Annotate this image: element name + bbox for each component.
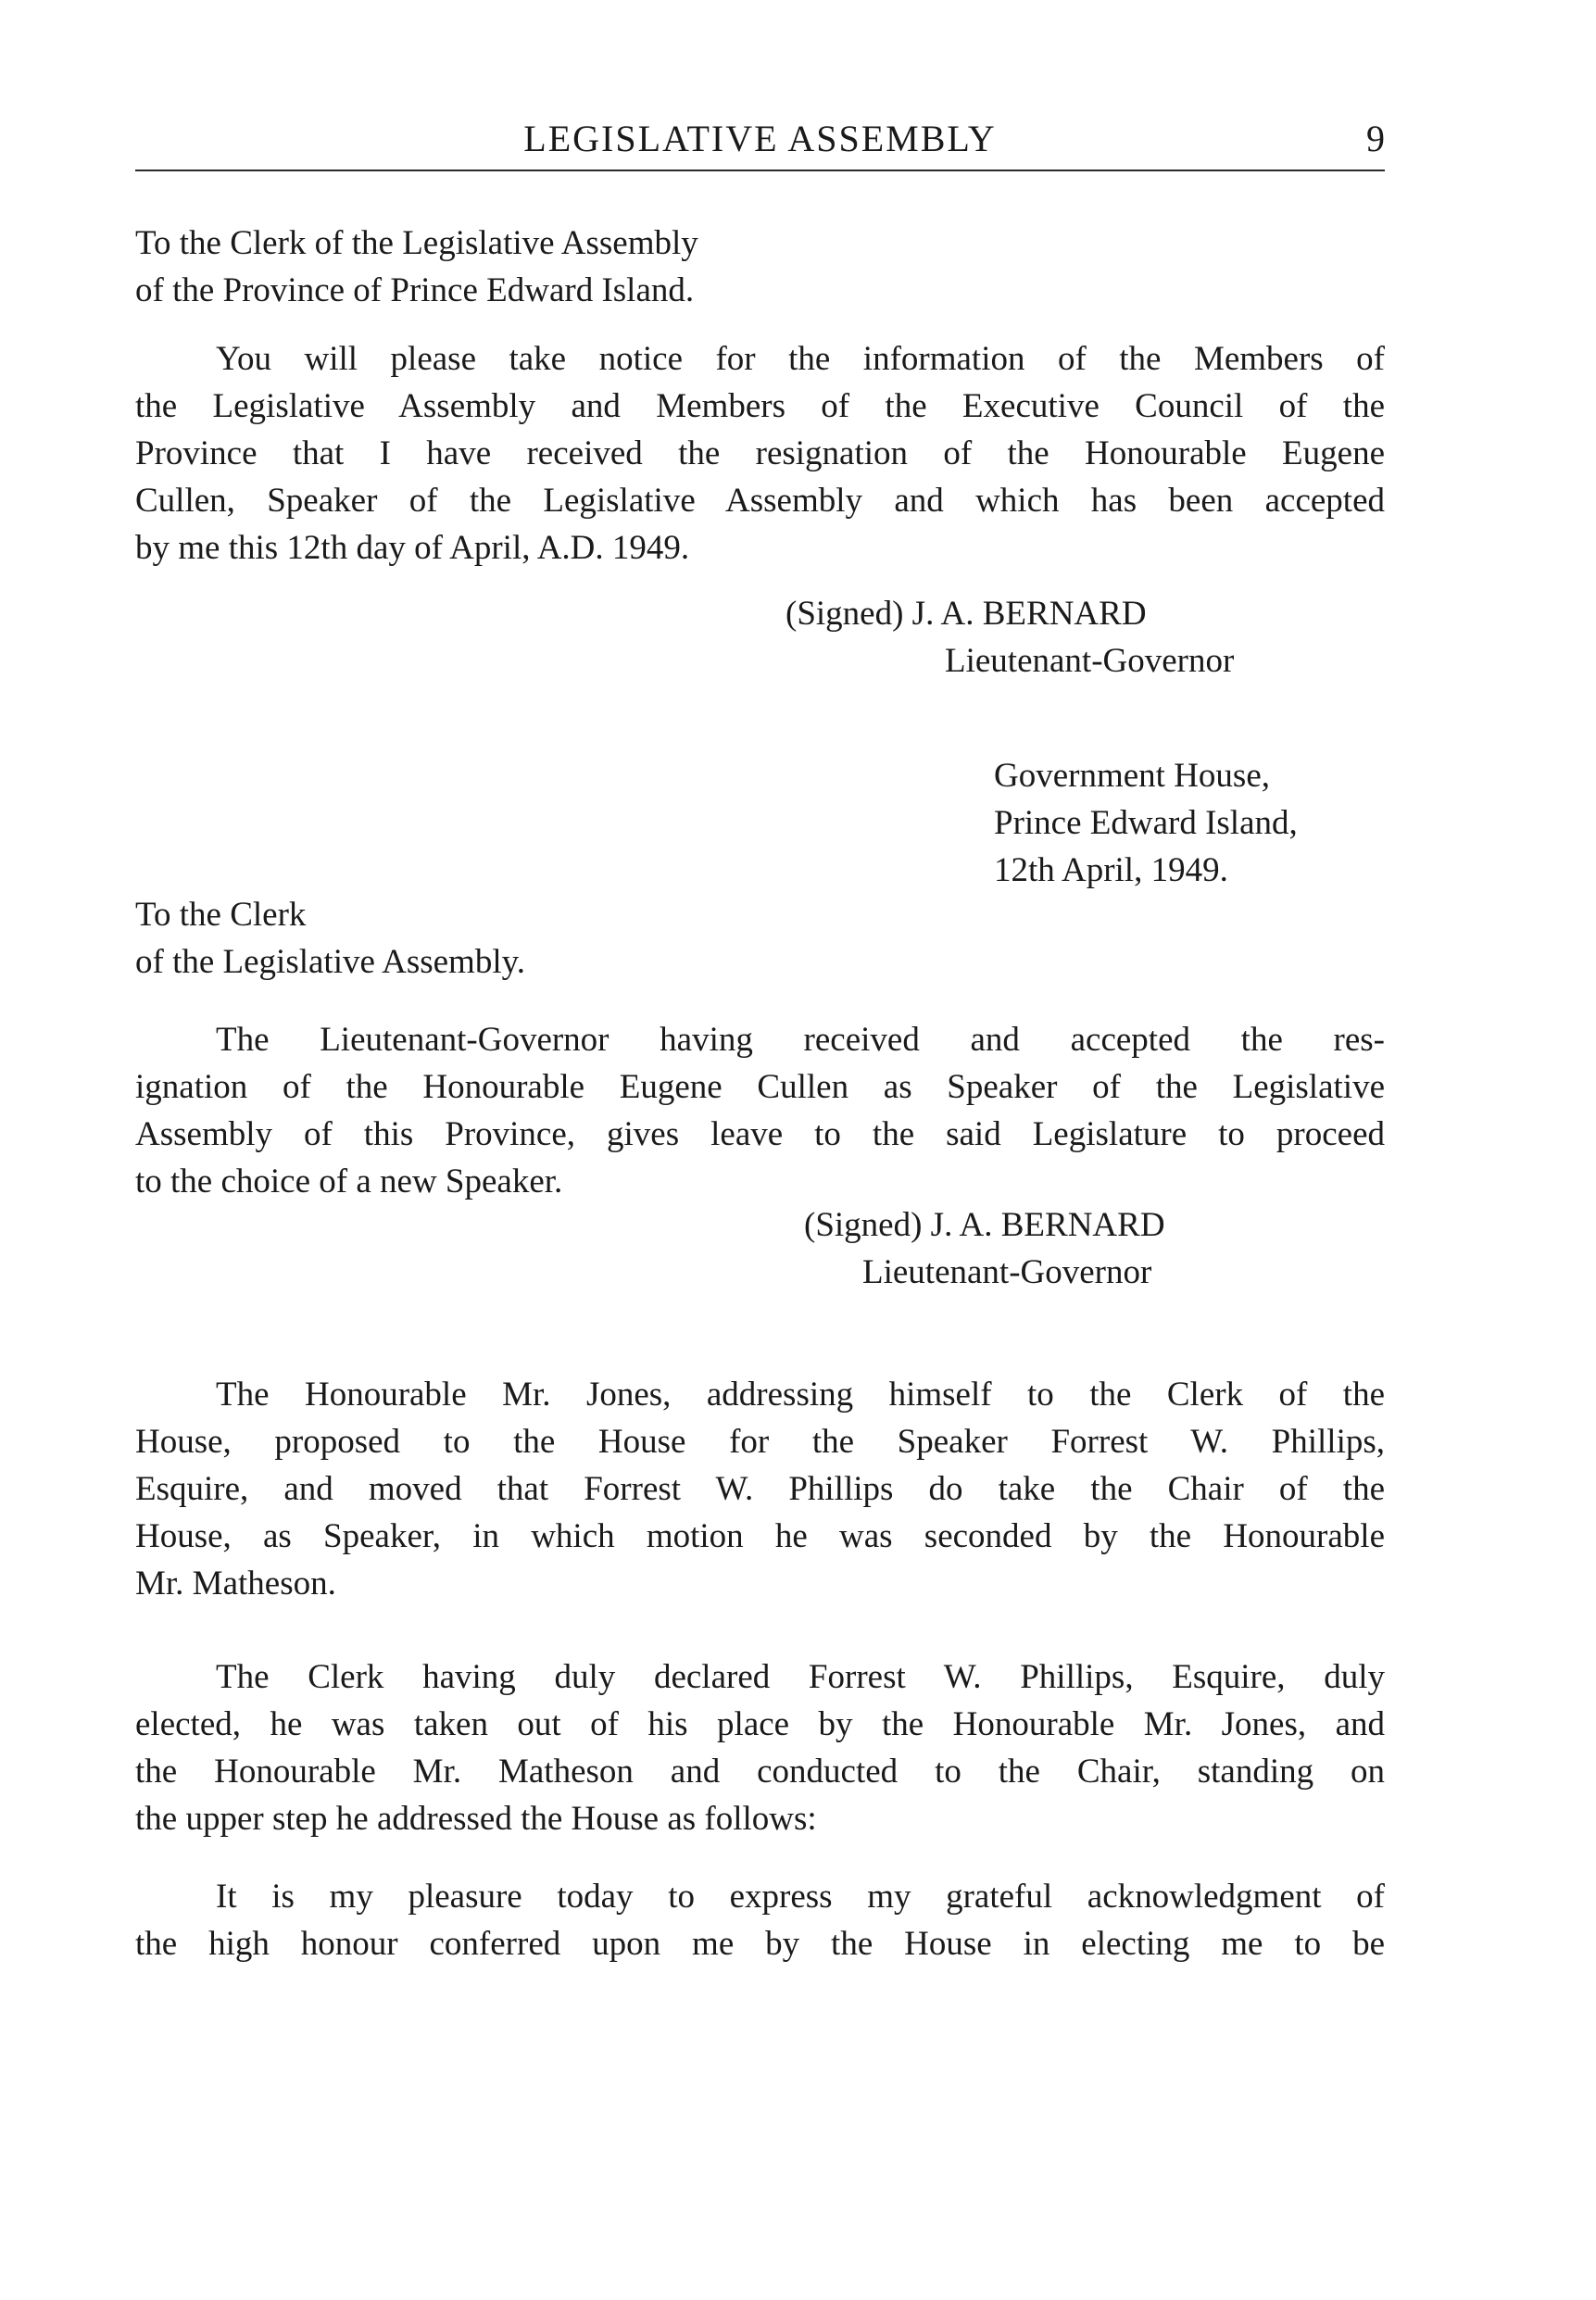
body-line: elected, he was taken out of his place by the Honourable Mr. Jones, and xyxy=(135,1705,1385,1743)
body-line: The Lieutenant-Governor having received and accepted the res- xyxy=(216,1021,1385,1059)
address-line: To the Clerk of the Legislative Assembly xyxy=(135,224,698,262)
letter2-body xyxy=(135,1016,1385,1205)
dateline xyxy=(994,752,1298,894)
body-line: Mr. Matheson. xyxy=(135,1565,336,1602)
body-line: by me this 12th day of April, A.D. 1949. xyxy=(135,529,690,567)
signature-signed: (Signed) J. A. BERNARD xyxy=(785,595,1147,633)
body-line: House, as Speaker, in which motion he was seconded by the Honourable xyxy=(135,1517,1385,1555)
body-line: the Legislative Assembly and Members of the Executive Council of the xyxy=(135,387,1385,425)
header-title: LEGISLATIVE ASSEMBLY xyxy=(523,118,997,159)
address-line: To the Clerk xyxy=(135,896,307,934)
address-line: of the Legislative Assembly. xyxy=(135,943,525,981)
body-line: the upper step he addressed the House as follows: xyxy=(135,1800,817,1838)
body-line: The Clerk having duly declared Forrest W. Phillips, Esquire, duly xyxy=(216,1658,1385,1696)
dateline-line: 12th April, 1949. xyxy=(994,851,1228,889)
letter2-signature xyxy=(804,1201,1165,1296)
body-line: Cullen, Speaker of the Legislative Assembly and which has been accepted xyxy=(135,482,1385,520)
dateline-line: Government House, xyxy=(994,757,1270,795)
dateline-line: Prince Edward Island, xyxy=(994,804,1298,842)
header-rule xyxy=(135,170,1385,171)
page-number: 9 xyxy=(1366,118,1385,159)
letter1-address xyxy=(135,220,1385,314)
body-line: It is my pleasure today to express my grateful acknowledgment of xyxy=(216,1878,1385,1916)
body-line: Assembly of this Province, gives leave to the said Legislature to proceed xyxy=(135,1115,1385,1153)
body-line: the Honourable Mr. Matheson and conducted to the Chair, standing on xyxy=(135,1753,1385,1791)
paragraph-nomination xyxy=(135,1371,1385,1607)
body-line: ignation of the Honourable Eugene Cullen as Speaker of the Legislative xyxy=(135,1068,1385,1106)
letter1-signature xyxy=(785,590,1234,685)
letter2-address xyxy=(135,891,1385,986)
body-line: The Honourable Mr. Jones, addressing himself to the Clerk of the xyxy=(216,1376,1385,1414)
running-header xyxy=(135,113,1385,169)
body-line: House, proposed to the House for the Speaker Forrest W. Phillips, xyxy=(135,1423,1385,1461)
body-line: Esquire, and moved that Forrest W. Phillips do take the Chair of the xyxy=(135,1470,1385,1508)
address-line: of the Province of Prince Edward Island. xyxy=(135,271,695,309)
body-line: the high honour conferred upon me by the House in electing me to be xyxy=(135,1925,1385,1963)
body-line: Province that I have received the resignation of the Honourable Eugene xyxy=(135,434,1385,472)
signature-signed: (Signed) J. A. BERNARD xyxy=(804,1206,1165,1244)
body-line: You will please take notice for the information of the Members of xyxy=(216,340,1385,378)
body-line: to the choice of a new Speaker. xyxy=(135,1163,563,1200)
paragraph-speaker-address xyxy=(135,1873,1385,1967)
paragraph-election xyxy=(135,1653,1385,1842)
signature-title: Lieutenant-Governor xyxy=(945,642,1235,680)
signature-title: Lieutenant-Governor xyxy=(862,1253,1152,1291)
letter1-body xyxy=(135,335,1385,572)
